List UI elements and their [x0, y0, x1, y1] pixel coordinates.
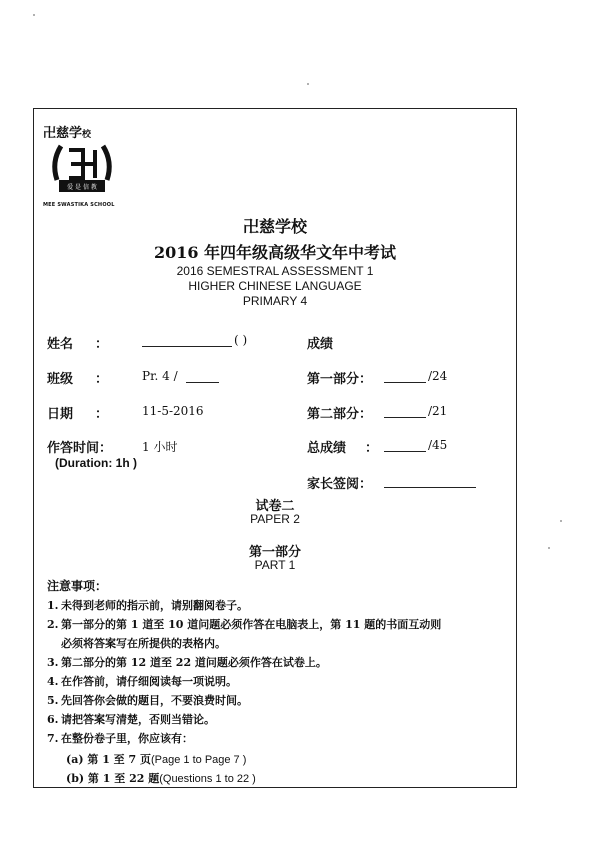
logo-caption: MEE SWASTIKA SCHOOL — [43, 202, 115, 208]
time-value: 1 小时 — [142, 440, 178, 454]
part2-score-line[interactable] — [384, 417, 426, 418]
score-label: 成绩 — [307, 337, 334, 352]
part1-score-line[interactable] — [384, 382, 426, 383]
school-name: 卍慈学校 — [242, 217, 307, 236]
part1-score-total: /24 — [428, 369, 448, 383]
svg-text:爱 是 信 教: 爱 是 信 教 — [67, 184, 97, 191]
paper-title-en: PAPER 2 — [250, 512, 300, 526]
date-colon: ： — [95, 407, 109, 422]
logo-name — [43, 122, 91, 141]
part2-score-label: 第二部分： — [307, 407, 373, 422]
class-value: Pr. 4 / — [142, 369, 178, 383]
instruction-item: 3. 第二部分的第 12 道至 22 道问题必须作答在试卷上。 — [47, 656, 327, 669]
instruction-item: 1. 未得到老师的指示前，请别翻阅卷子。 — [47, 599, 248, 612]
class-label: 班级 — [47, 372, 74, 387]
part-title-en: PART 1 — [254, 558, 296, 572]
class-field-line[interactable] — [186, 382, 219, 383]
logo-name-main: 卍慈学 — [43, 126, 83, 141]
name-label: 姓名 — [47, 337, 74, 352]
instruction-item: 7. 在整份卷子里，你应该有： — [47, 732, 193, 745]
instruction-sub-b: (b) 第 1 至 22 题(Questions 1 to 22 ) — [66, 772, 256, 785]
notes-title: 注意事项： — [47, 579, 108, 593]
exam-title: 2016 年四年级高级华文年中考试 — [153, 243, 397, 262]
parent-signature-line[interactable] — [384, 487, 476, 488]
duration-en: (Duration: 1h ) — [55, 456, 137, 470]
scan-speck — [307, 83, 309, 85]
date-label: 日期 — [47, 407, 74, 422]
total-score-total: /45 — [428, 438, 448, 452]
instruction-item: 5. 先回答你会做的题目，不要浪费时间。 — [47, 694, 248, 707]
paper-title-cn: 试卷二 — [255, 499, 295, 514]
instruction-sub-a: (a) 第 1 至 7 页(Page 1 to Page 7 ) — [66, 753, 247, 766]
assessment-title-en: 2016 SEMESTRAL ASSESSMENT 1 — [176, 264, 374, 278]
date-value: 11-5-2016 — [142, 404, 204, 418]
index-number-paren: ( ) — [234, 333, 248, 347]
part2-score-total: /21 — [428, 404, 448, 418]
swastika-emblem-icon — [47, 140, 117, 200]
parent-signature-label: 家长签阅： — [307, 477, 373, 492]
total-score-colon: ： — [365, 441, 379, 456]
part1-score-label: 第一部分： — [307, 372, 373, 387]
logo-name-suffix: 校 — [82, 130, 92, 140]
class-colon: ： — [95, 372, 109, 387]
level-title-en: PRIMARY 4 — [242, 294, 308, 308]
time-label: 作答时间： — [47, 441, 113, 456]
scan-speck — [560, 520, 562, 522]
total-score-label: 总成绩 — [307, 441, 347, 456]
name-field-line[interactable] — [142, 346, 232, 347]
scan-speck — [33, 14, 35, 16]
instruction-item: 4. 在作答前，请仔细阅读每一项说明。 — [47, 675, 237, 688]
instruction-item: 6. 请把答案写清楚，否则当错论。 — [47, 713, 215, 726]
school-logo — [43, 122, 129, 208]
part-title-cn: 第一部分 — [248, 545, 301, 560]
name-colon: ： — [95, 337, 109, 352]
instructions-list — [47, 596, 507, 748]
total-score-line[interactable] — [384, 451, 426, 452]
scan-speck — [548, 547, 550, 549]
subject-title-en: HIGHER CHINESE LANGUAGE — [188, 279, 362, 293]
instruction-item: 2. 第一部分的第 1 道至 10 道问题必须作答在电脑表上，第 11 题的书面互动则 必须将答案写在所提供的表格内。 — [47, 618, 442, 650]
